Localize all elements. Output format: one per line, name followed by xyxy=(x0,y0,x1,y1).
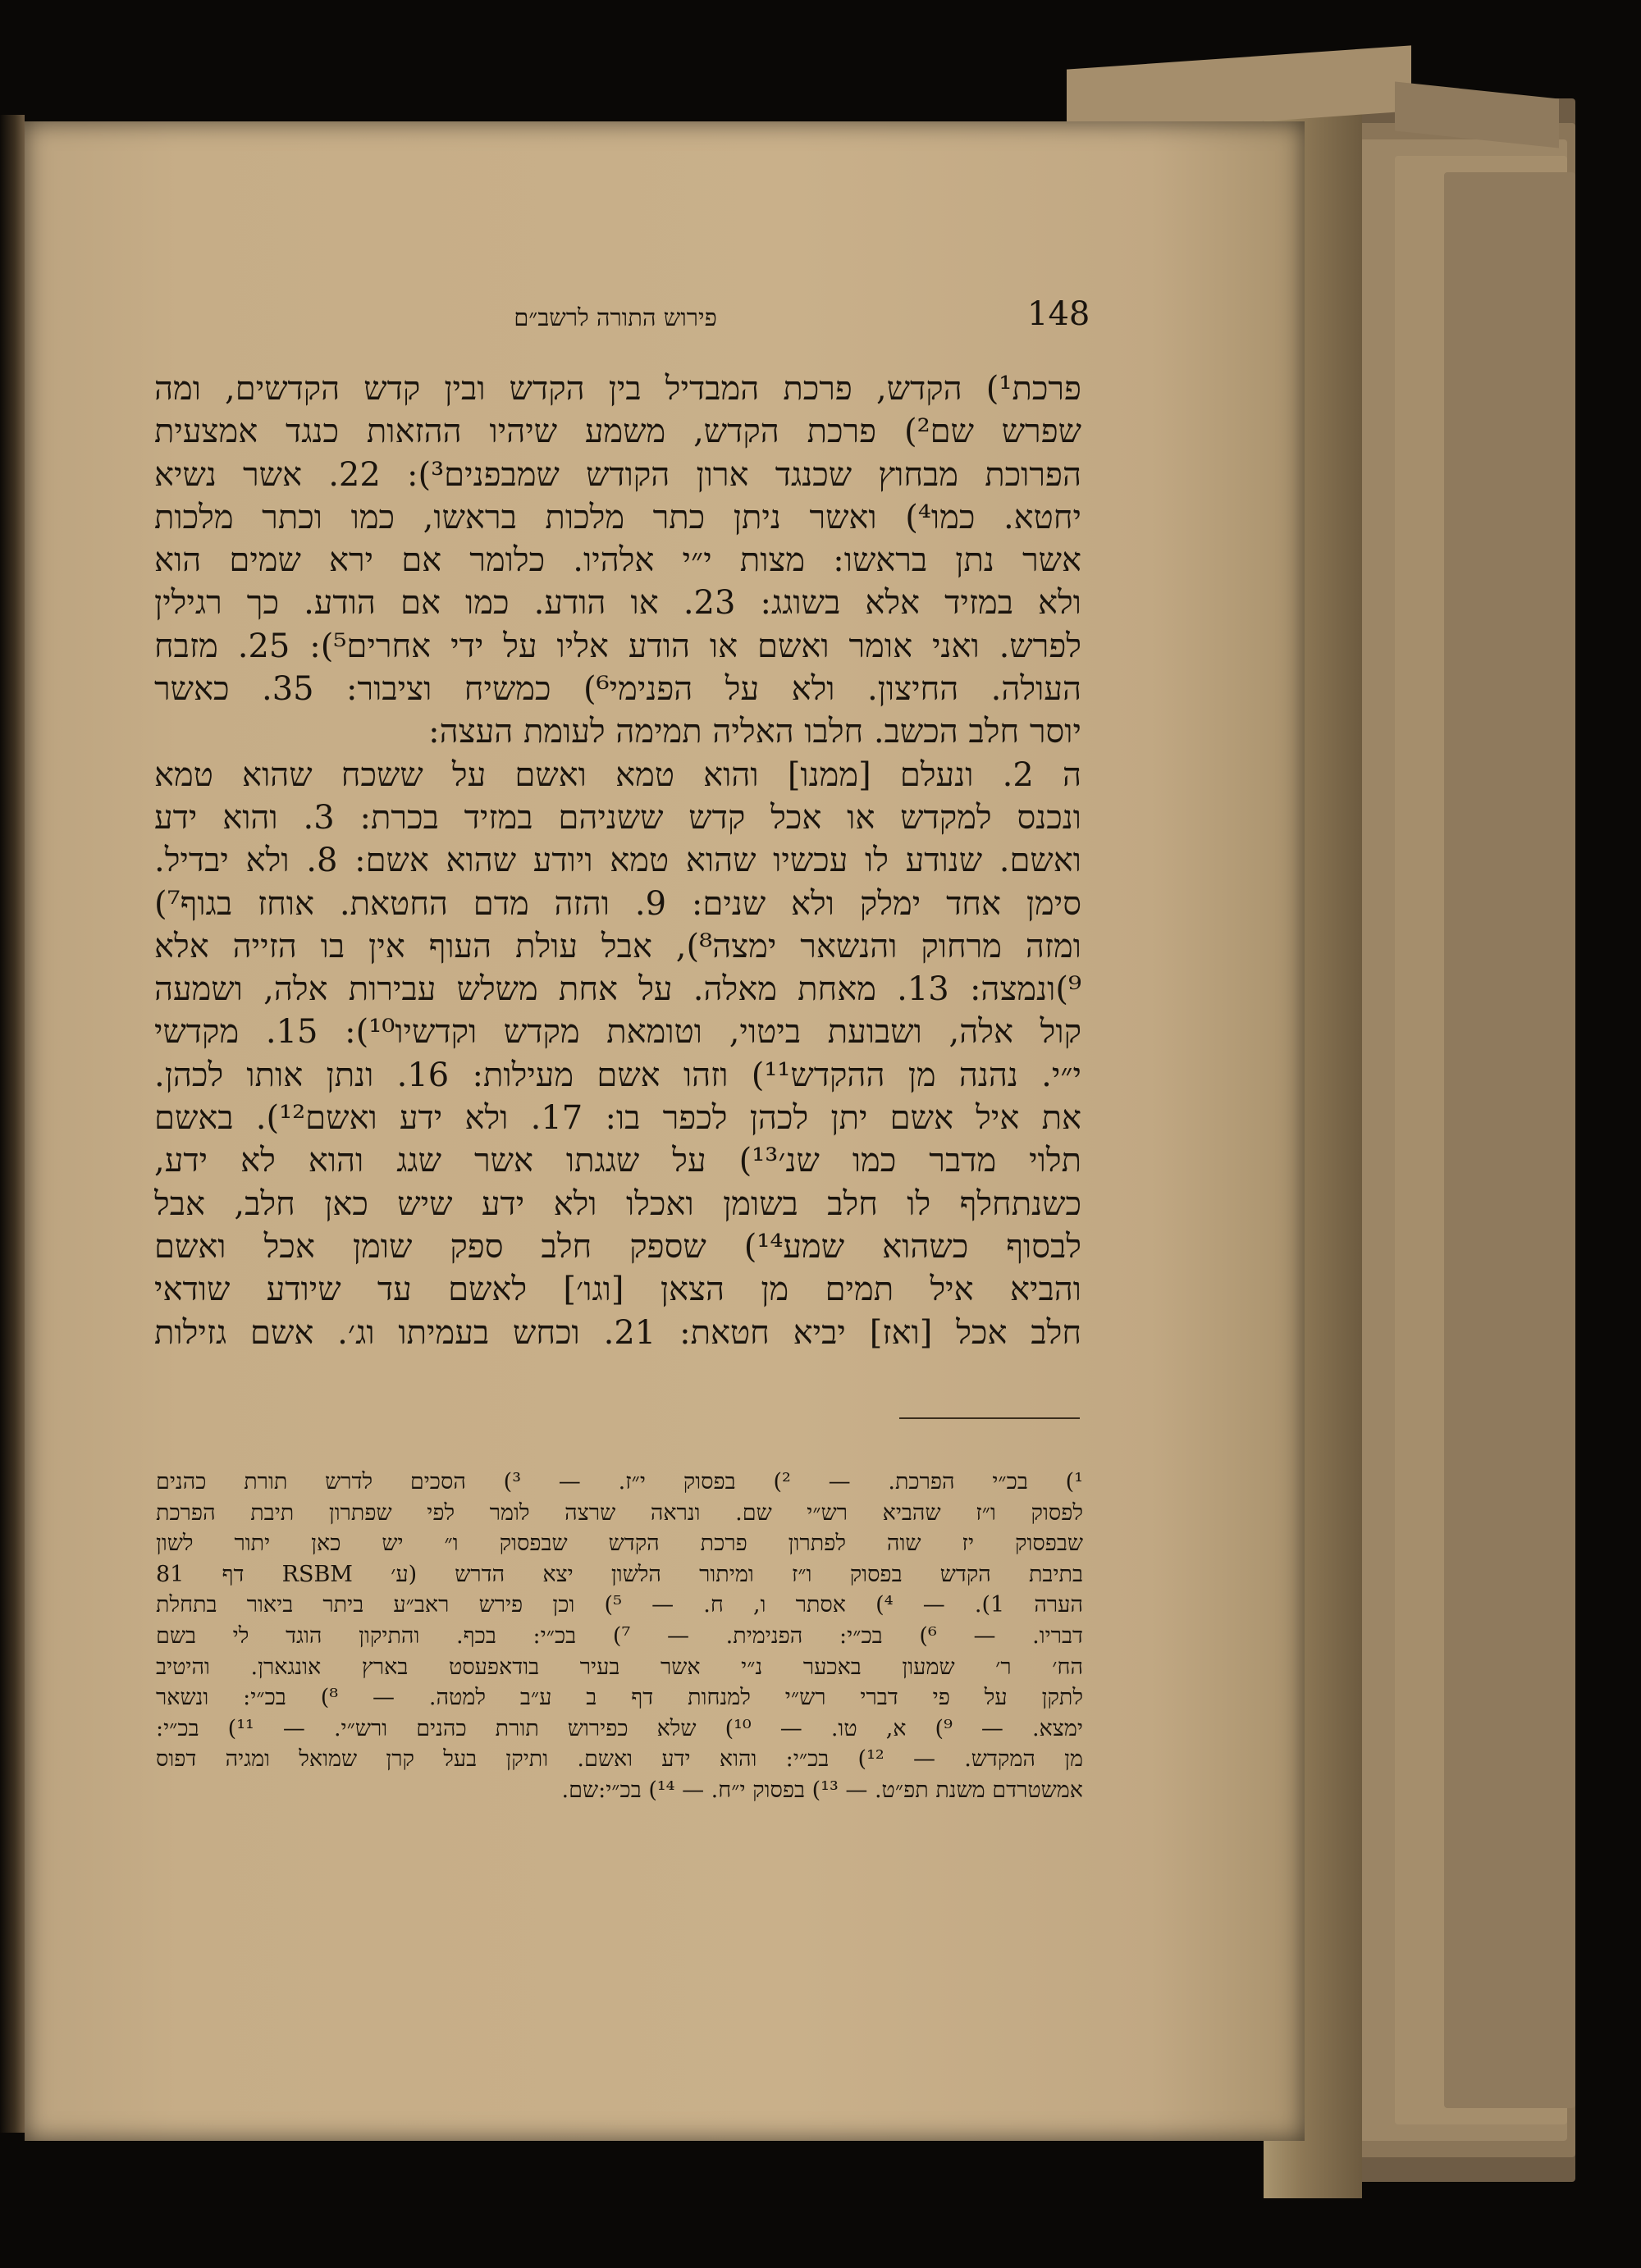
footnote-line: לפסוק ו״ז שהביא רש״י שם. ונראה שרצה לומר לפי שפתרון תיבת הפרכת xyxy=(156,1499,1083,1526)
body-line: י״י. נהנה מן ההקדש¹¹) וזהו אשם מעילות: 16. ונתן אותו לכהן. xyxy=(154,1056,1081,1094)
book-page xyxy=(25,121,1305,2141)
body-line: העולה. החיצון. ולא על הפנימי⁶) כמשיח וציבור: 35. כאשר xyxy=(154,670,1081,709)
body-line: קול אלה, ושבועת ביטוי, וטומאת מקדש וקדשיו¹⁰): 15. מקדשי xyxy=(154,1013,1081,1052)
footnote-line: ימצא. — ⁹) א, טו. — ¹⁰) שלא כפירוש תורת כהנים ורש״י. — ¹¹) בכ״י: xyxy=(156,1715,1083,1741)
footnotes xyxy=(156,1467,1083,1806)
body-line: ומזה מרחוק והנשאר ימצה⁸), אבל עולת העוף אין בו הזייה אלא xyxy=(154,927,1081,965)
footnote-line: דבריו. — ⁶) בכ״י: הפנימית. — ⁷) בכ״י: בכף. והתיקון הוגד לי בשם xyxy=(156,1622,1083,1649)
footnote-line: ¹) בכ״י הפרכת. — ²) בפסוק י״ז. — ³) הסכים לדרש תורת כהנים xyxy=(156,1469,1083,1495)
body-line: שפרש שם²) פרכת הקדש, משמע שיהיו ההזאות כנגד אמצעית xyxy=(154,413,1081,451)
body-line: ונכנס למקדש או אכל קדש ששניהם במזיד בכרת: 3. והוא ידע xyxy=(154,798,1081,837)
footnote-line: לתקן על פי דברי רש״י למנחות דף ב ע״ב למטה. — ⁸) בכ״י: ונשאר xyxy=(156,1685,1083,1711)
footnote-line: הח׳ ר׳ שמעון באכער נ״י אשר בעיר בודאפעסט בארץ אונגארן. והיטיב xyxy=(156,1654,1083,1680)
body-line: סימן אחד ימלק ולא שנים: 9. והזה מדם החטאת. אוחז בגוף⁷) xyxy=(154,884,1081,923)
body-line: והביא איל תמים מן הצאן [וגו׳] לאשם עד שיודע שודאי xyxy=(154,1271,1081,1309)
footnote-line: מן המקדש. — ¹²) בכ״י: והוא ידע ואשם. ותיקן בעל קרן שמואל ומגיה דפוס xyxy=(156,1746,1083,1773)
body-line: יוסר חלב הכשב. חלבו האליה תמימה לעומת העצה: xyxy=(428,713,1081,751)
body-line: תלוי מדבר כמו שנ׳¹³) על שגגתו אשר שגג והוא לא ידע, xyxy=(154,1142,1081,1180)
body-line: לפרש. ואני אומר ואשם או הודע אליו על ידי אחרים⁵): 25. מזבח xyxy=(154,627,1081,665)
page-number: 148 xyxy=(1027,295,1090,333)
body-line: ואשם. שנודע לו עכשיו שהוא טמא ויודע שהוא אשם: 8. ולא יבדיל. xyxy=(154,842,1081,880)
body-line: ולא במזיד אלא בשוגג: 23. או הודע. כמו אם הודע. כך רגילין xyxy=(154,584,1081,623)
body-line: ה 2. ונעלם [ממנו] והוא טמא ואשם על ששכח שהוא טמא xyxy=(154,755,1081,794)
footnote-line: בתיבת הקדש בפסוק ו״ז ומיתור הלשון יצא הדרש (ע׳ RSBM דף 81 xyxy=(156,1561,1083,1587)
page-stack xyxy=(1444,172,1575,2108)
body-text xyxy=(154,367,1081,1354)
footnote-line: שבפסוק יז שוה לפתרון פרכת הקדש שבפסוק ו״ יש כאן יתור לשון xyxy=(156,1531,1083,1557)
body-line: יחטא. כמו⁴) ואשר ניתן כתר מלכות בראשו, כמו וכתר מלכות xyxy=(154,498,1081,536)
body-line: אשר נתן בראשו: מצות י״י אלהיו. כלומר אם ירא שמים הוא xyxy=(154,541,1081,580)
body-line: את איל אשם יתן לכהן לכפר בו: 17. ולא ידע ואשם¹²). באשם xyxy=(154,1099,1081,1138)
footnote-line: הערה 1). — ⁴) אסתר ו, ח. — ⁵) וכן פירש ראב״ע ביתר ביאור בתחלת xyxy=(156,1592,1083,1618)
footnote-line: אמשטרדם משנת תפ״ט. — ¹³) בפסוק י״ח. — ¹⁴) בכ״י:שם. xyxy=(561,1777,1083,1803)
running-head: פירוש התורה לרשב״ם xyxy=(514,303,717,331)
body-line: הפרוכת מבחוץ שכנגד ארון הקודש שמבפנים³): 22. אשר נשיא xyxy=(154,455,1081,494)
body-line: פרכת¹) הקדש, פרכת המבדיל בין הקדש ובין קדש הקדשים, ומה xyxy=(154,370,1081,408)
body-line: חלב אכל [ואז] יביא חטאת: 21. וכחש בעמיתו וג׳. אשם גזילות xyxy=(154,1313,1081,1352)
footnote-rule xyxy=(899,1417,1080,1419)
body-line: לבסוף כשהוא שמע¹⁴) שספק חלב ספק שומן אכל ואשם xyxy=(154,1227,1081,1266)
body-line: ⁹)ונמצה: 13. מאחת מאלה. על אחת משלש עבירות אלה, ושמעה xyxy=(154,970,1081,1009)
body-line: כשנתחלף לו חלב בשומן ואכלו ולא ידע שיש כאן חלב, אבל xyxy=(154,1184,1081,1223)
left-page-edge xyxy=(0,115,25,2133)
